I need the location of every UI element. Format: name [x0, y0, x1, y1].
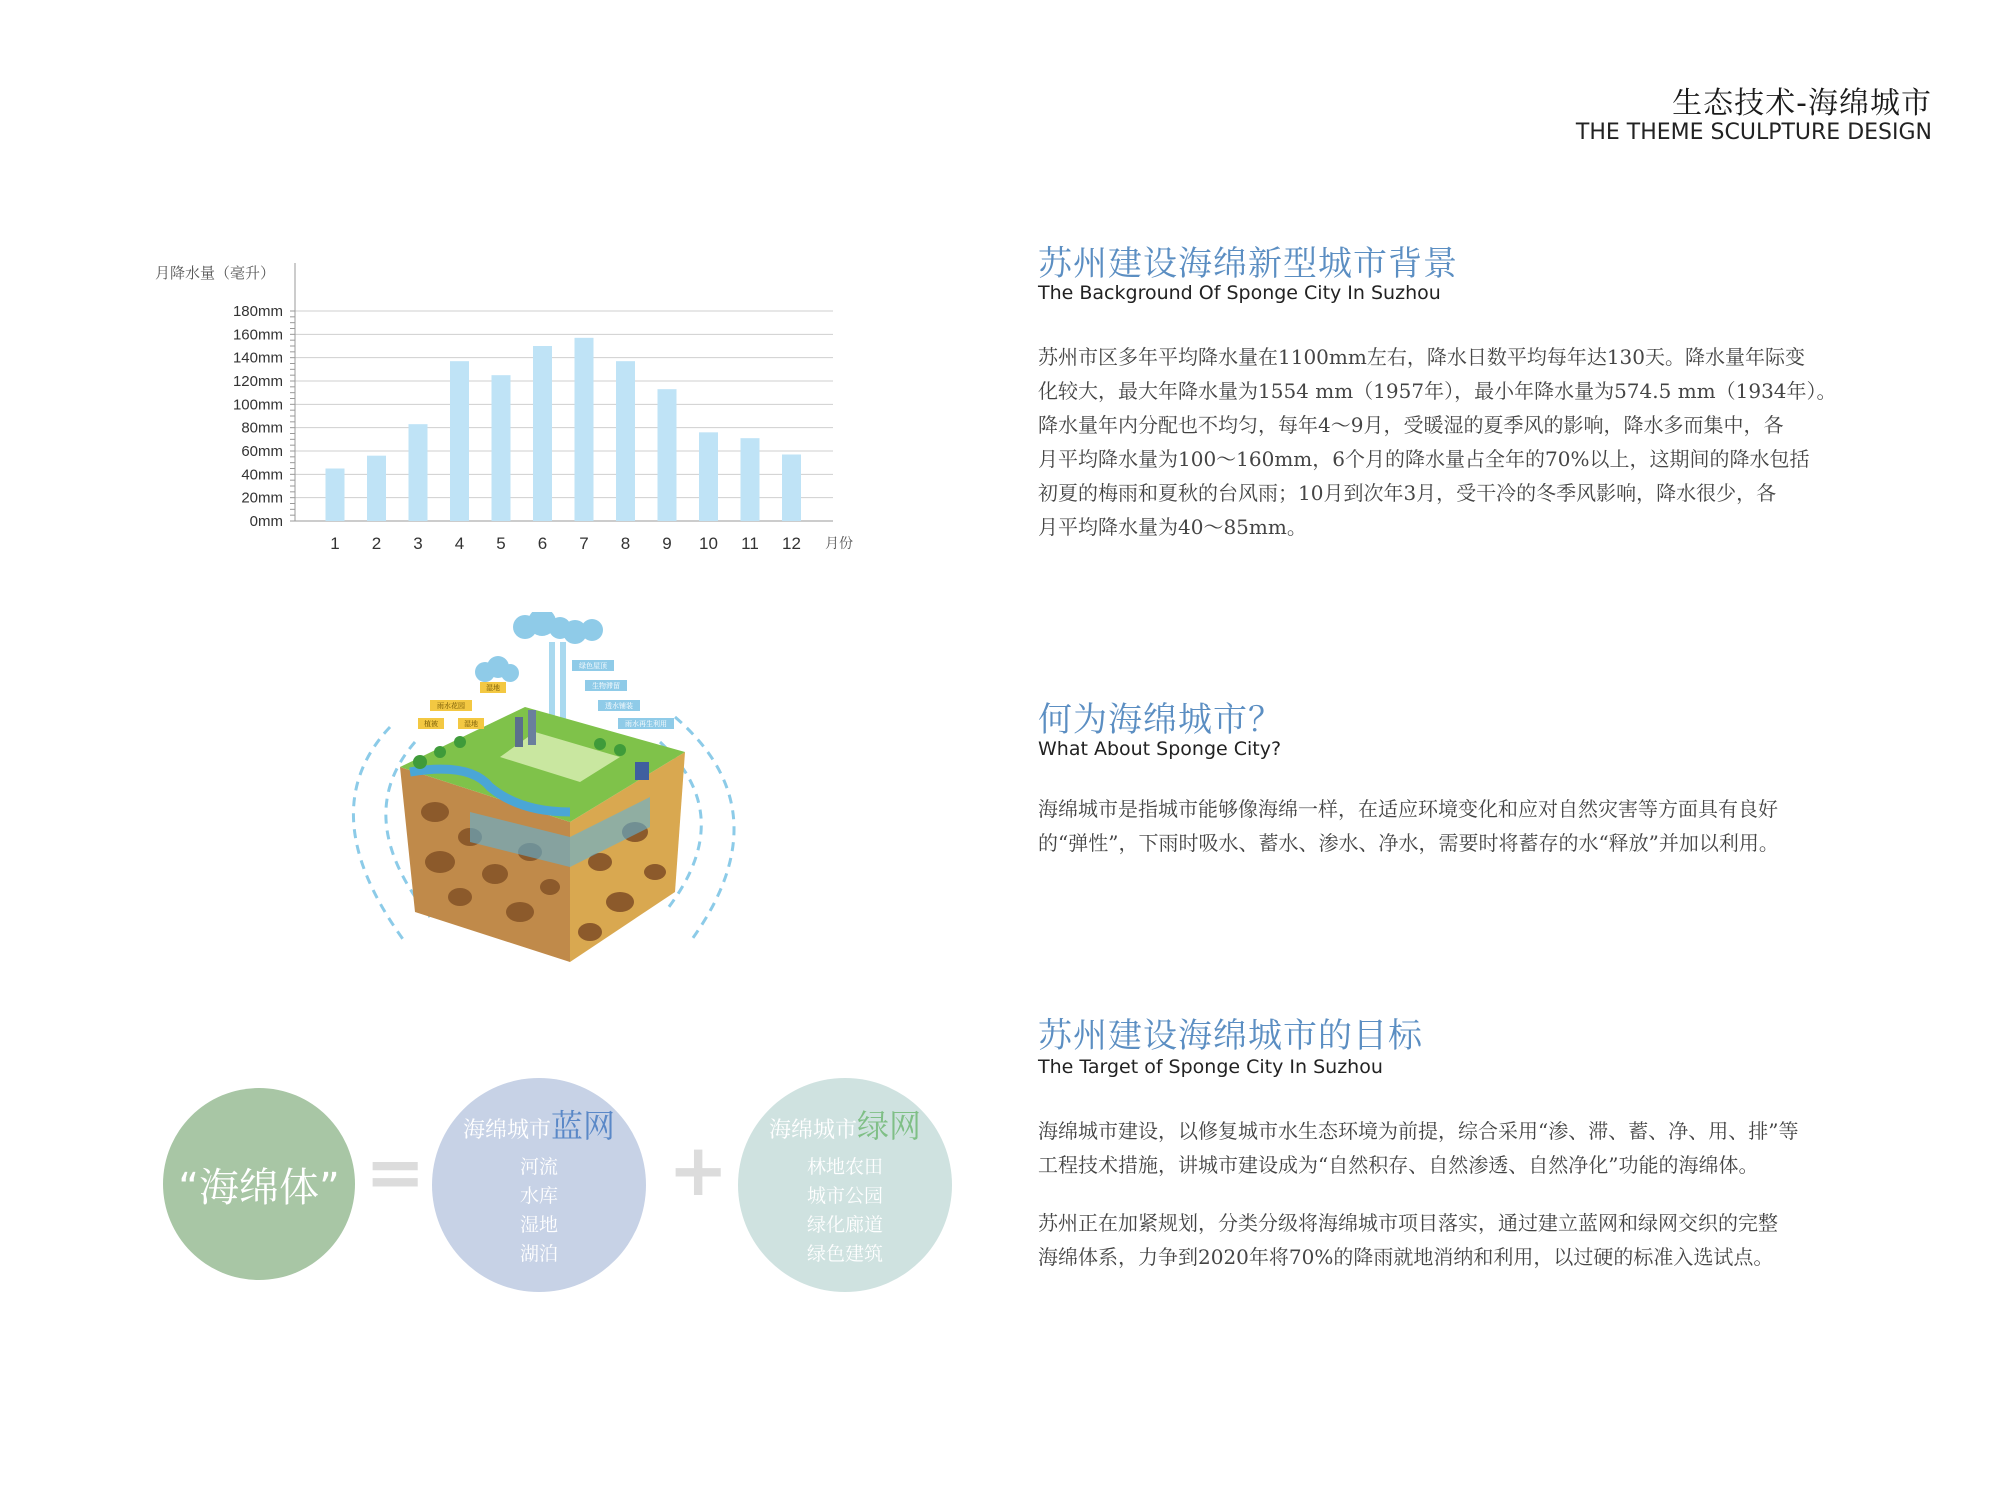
illustration-label: 绿色屋顶	[579, 663, 607, 670]
section-background-subtitle: The Background Of Sponge City In Suzhou	[1038, 282, 1441, 304]
text-line: 降水量年内分配也不均匀，每年4～9月，受暖湿的夏季风的影响，降水多而集中，各	[1038, 413, 1784, 437]
bar	[409, 424, 428, 521]
blue-network-highlight: 蓝网	[551, 1107, 616, 1145]
illustration-label: 生物滞留	[592, 683, 620, 690]
illustration-label: 雨水再生利用	[625, 721, 667, 728]
y-tick-label: 100mm	[232, 396, 283, 414]
bar	[326, 469, 345, 522]
section-what-subtitle: What About Sponge City?	[1038, 738, 1282, 760]
y-axis-label: 月降水量（毫升）	[155, 264, 276, 282]
section-target-title: 苏州建设海绵城市的目标	[1038, 1016, 1423, 1056]
equals-sign: =	[365, 1130, 426, 1214]
blue-network-item: 湿地	[519, 1214, 558, 1236]
bar	[699, 432, 718, 521]
x-tick-label: 2	[371, 534, 382, 553]
paragraph	[1038, 792, 1928, 860]
sponge-city-cube-illustration	[320, 612, 790, 972]
section-background-body	[1038, 340, 1928, 544]
bar	[533, 346, 552, 521]
x-tick-label: 6	[537, 534, 548, 553]
y-tick-label: 120mm	[232, 373, 283, 390]
plus-sign: +	[668, 1128, 729, 1212]
text-line: 苏州市区多年平均降水量在1100mm左右，降水日数平均每年达130天。降水量年际变	[1038, 345, 1806, 369]
bar	[741, 438, 760, 521]
x-tick-label: 3	[413, 534, 423, 553]
text-line: 月平均降水量为40～85mm。	[1038, 515, 1307, 539]
y-tick-label: 40mm	[241, 466, 283, 484]
section-target-subtitle: The Target of Sponge City In Suzhou	[1038, 1056, 1383, 1078]
blue-network-item: 水库	[519, 1185, 558, 1207]
bar	[450, 361, 469, 521]
x-tick-label: 4	[454, 534, 465, 553]
rainfall-bar-chart	[140, 255, 880, 575]
text-line: 苏州正在加紧规划，分类分级将海绵城市项目落实，通过建立蓝网和绿网交织的完整	[1038, 1211, 1778, 1235]
circulation-arrow	[675, 717, 734, 942]
bar	[575, 338, 594, 521]
bar	[782, 455, 801, 522]
y-tick-label: 60mm	[241, 443, 283, 460]
x-tick-label: 7	[579, 534, 589, 553]
green-network-circle	[738, 1078, 952, 1292]
green-network-highlight: 绿网	[857, 1107, 922, 1145]
building	[635, 762, 649, 780]
x-tick-label: 12	[782, 534, 801, 553]
green-network-item: 绿色建筑	[806, 1243, 883, 1265]
y-tick-label: 180mm	[232, 303, 283, 320]
x-tick-label: 9	[662, 534, 672, 553]
bar	[616, 361, 635, 521]
sponge-body-label: “海绵体”	[178, 1164, 340, 1211]
blue-network-circle	[432, 1078, 646, 1292]
illustration-label: 雨水花园	[437, 703, 465, 710]
y-tick-label: 20mm	[241, 489, 283, 507]
text-line: 海绵体系，力争到2020年将70%的降雨就地消纳和利用，以过硬的标准入选试点。	[1038, 1245, 1774, 1269]
paragraph	[1038, 340, 1928, 544]
y-tick-label: 80mm	[241, 419, 283, 437]
sponge-body-circle	[163, 1088, 355, 1280]
text-line: 化较大，最大年降水量为1554 mm（1957年），最小年降水量为574.5 mm（1934年）。	[1038, 379, 1837, 403]
text-line: 海绵城市建设，以修复城市水生态环境为前提，综合采用“渗、滞、蓄、净、用、排”等	[1038, 1119, 1799, 1143]
header-title: 生态技术-海绵城市	[1672, 86, 1932, 121]
blue-network-item: 湖泊	[519, 1243, 558, 1265]
text-line: 月平均降水量为100～160mm，6个月的降水量占全年的70%以上，这期间的降水包括	[1038, 447, 1810, 471]
circulation-arrow	[353, 727, 405, 942]
x-tick-label: 1	[330, 534, 340, 553]
x-tick-label: 10	[699, 534, 718, 553]
y-tick-label: 140mm	[232, 349, 283, 367]
cloud-icon	[475, 656, 519, 682]
building	[528, 710, 536, 745]
paragraph	[1038, 1206, 1928, 1274]
section-what-body	[1038, 792, 1928, 860]
blue-network-prefix: 海绵城市	[462, 1118, 551, 1143]
header-subtitle: THE THEME SCULPTURE DESIGN	[1575, 120, 1932, 145]
illustration-label: 植被	[424, 721, 438, 728]
green-network-item: 绿化廊道	[806, 1214, 883, 1236]
blue-network-item: 河流	[519, 1156, 558, 1178]
blue-network-title	[463, 1101, 615, 1147]
cloud-icon	[513, 612, 603, 644]
illustration-label: 透水铺装	[605, 703, 633, 710]
text-line: 海绵城市是指城市能够像海绵一样，在适应环境变化和应对自然灾害等方面具有良好	[1038, 797, 1778, 821]
text-line: 的“弹性”，下雨时吸水、蓄水、渗水、净水，需要时将蓄存的水“释放”并加以利用。	[1038, 831, 1779, 855]
bar	[492, 375, 511, 521]
section-background-title: 苏州建设海绵新型城市背景	[1038, 244, 1458, 284]
illustration-label: 湿地	[486, 685, 500, 692]
paragraph	[1038, 1114, 1928, 1182]
y-tick-label: 160mm	[232, 326, 283, 344]
text-line: 工程技术措施，讲城市建设成为“自然积存、自然渗透、自然净化”功能的海绵体。	[1038, 1153, 1759, 1177]
x-tick-label: 5	[496, 534, 506, 553]
x-tick-label: 11	[741, 534, 759, 553]
y-tick-label: 0mm	[249, 513, 283, 530]
green-network-item: 城市公园	[806, 1185, 883, 1207]
green-network-prefix: 海绵城市	[768, 1118, 857, 1143]
section-target-body	[1038, 1114, 1928, 1274]
bar	[367, 456, 386, 521]
building	[515, 717, 523, 747]
x-axis-label: 月份	[825, 536, 853, 552]
section-what-title: 何为海绵城市？	[1038, 700, 1283, 740]
text-line: 初夏的梅雨和夏秋的台风雨；10月到次年3月，受干冷的冬季风影响，降水很少，各	[1038, 481, 1777, 505]
x-tick-label: 8	[620, 534, 631, 553]
green-network-item: 林地农田	[806, 1156, 883, 1178]
illustration-label: 湿地	[464, 721, 478, 728]
green-network-title	[769, 1101, 921, 1147]
bar	[658, 389, 677, 521]
